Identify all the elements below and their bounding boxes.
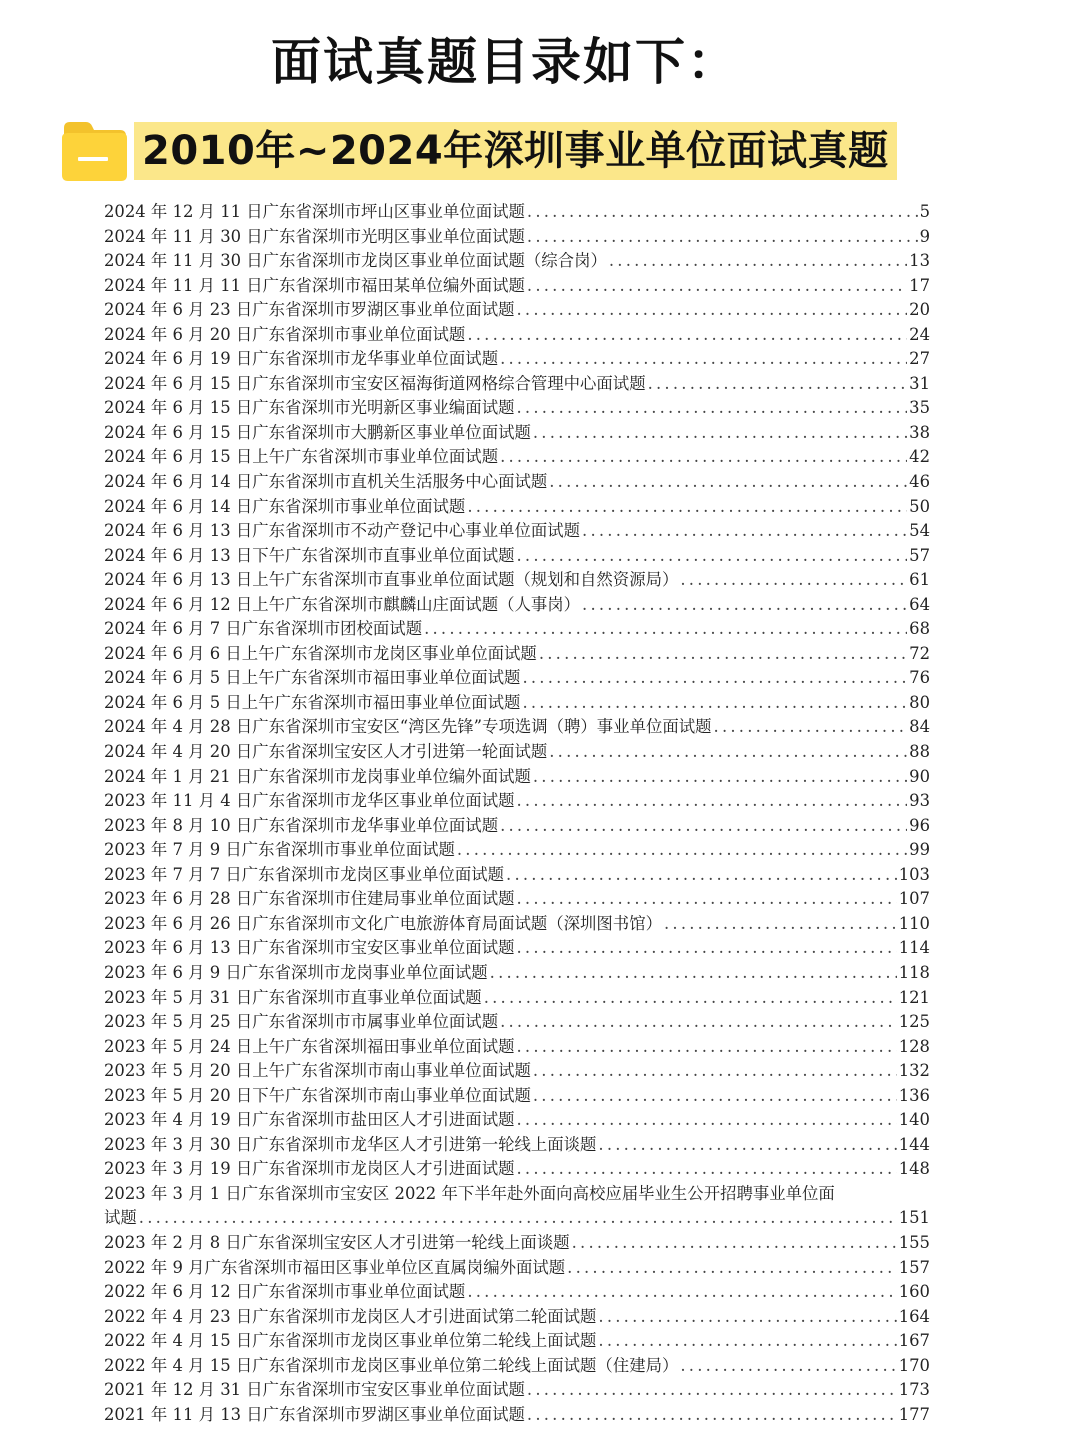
toc-leader-dots bbox=[572, 1231, 897, 1256]
toc-page-number: 42 bbox=[909, 447, 930, 467]
toc-entry-title: 2023 年 7 月 9 日广东省深圳市事业单位面试题 bbox=[104, 840, 455, 860]
toc-leader-dots bbox=[457, 838, 907, 863]
toc-entry-title: 2023 年 6 月 13 日广东省深圳市宝安区事业单位面试题 bbox=[104, 938, 515, 958]
toc-page-number: 35 bbox=[909, 398, 930, 418]
toc-entry[interactable] bbox=[104, 421, 930, 446]
toc-entry[interactable] bbox=[104, 1231, 930, 1256]
toc-leader-dots bbox=[598, 1305, 896, 1330]
toc-page-number: 99 bbox=[909, 840, 930, 860]
toc-entry[interactable] bbox=[104, 986, 930, 1011]
toc-entry[interactable] bbox=[104, 1010, 930, 1035]
toc-entry-title: 2024 年 6 月 13 日上午广东省深圳市直事业单位面试题（规划和自然资源局） bbox=[104, 570, 679, 590]
toc-leader-dots bbox=[506, 863, 897, 888]
toc-page-number: 13 bbox=[909, 251, 930, 271]
toc-entry-title: 2022 年 4 月 15 日广东省深圳市龙岗区事业单位第二轮线上面试题 bbox=[104, 1331, 597, 1351]
toc-leader-dots bbox=[527, 225, 918, 250]
toc-page-number: 54 bbox=[909, 521, 930, 541]
toc-leader-dots bbox=[467, 1280, 896, 1305]
toc-entry-title: 2024 年 6 月 20 日广东省深圳市事业单位面试题 bbox=[104, 324, 466, 344]
toc-entry-title: 2024 年 6 月 12 日上午广东省深圳市麒麟山庄面试题（人事岗） bbox=[104, 594, 581, 614]
toc-entry[interactable] bbox=[104, 225, 930, 250]
toc-entry[interactable] bbox=[104, 740, 930, 765]
toc-page-number: 151 bbox=[898, 1208, 930, 1228]
toc-entry[interactable] bbox=[104, 274, 930, 299]
toc-leader-dots bbox=[527, 200, 918, 225]
toc-entry[interactable] bbox=[104, 470, 930, 495]
toc-leader-dots bbox=[598, 1133, 896, 1158]
toc-page-number: 144 bbox=[898, 1134, 930, 1154]
toc-leader-dots bbox=[664, 912, 897, 937]
toc-entry[interactable] bbox=[104, 372, 930, 397]
toc-entry[interactable] bbox=[104, 396, 930, 421]
toc-entry[interactable] bbox=[104, 519, 930, 544]
toc-entry-title: 2024 年 6 月 13 日广东省深圳市不动产登记中心事业单位面试题 bbox=[104, 521, 581, 541]
toc-entry-title: 2023 年 3 月 1 日广东省深圳市宝安区 2022 年下半年赴外面向高校应届毕业生公开招聘事业单位面 bbox=[104, 1183, 835, 1203]
toc-entry[interactable] bbox=[104, 1133, 930, 1158]
toc-leader-dots bbox=[533, 1084, 897, 1109]
toc-leader-dots bbox=[598, 1329, 896, 1354]
toc-page-number: 96 bbox=[909, 815, 930, 835]
toc-leader-dots bbox=[527, 274, 907, 299]
toc-entry-title: 2023 年 3 月 19 日广东省深圳市龙岗区人才引进面试题 bbox=[104, 1159, 515, 1179]
section-title: 2010年~2024年深圳事业单位面试真题 bbox=[134, 122, 897, 180]
toc-page-number: 136 bbox=[898, 1085, 930, 1105]
toc-entry[interactable] bbox=[104, 1059, 930, 1084]
folder-icon bbox=[60, 120, 128, 182]
toc-leader-dots bbox=[516, 544, 907, 569]
toc-entry[interactable] bbox=[104, 1305, 930, 1330]
toc-entry-title: 2024 年 6 月 15 日广东省深圳市光明新区事业编面试题 bbox=[104, 398, 515, 418]
toc-leader-dots bbox=[516, 887, 896, 912]
toc-entry[interactable] bbox=[104, 1403, 930, 1428]
toc-page-number: 27 bbox=[909, 349, 930, 369]
toc-leader-dots bbox=[549, 740, 907, 765]
toc-entry-title: 2024 年 6 月 5 日上午广东省深圳市福田事业单位面试题 bbox=[104, 692, 521, 712]
toc-entry-title: 2023 年 11 月 4 日广东省深圳市龙华区事业单位面试题 bbox=[104, 791, 515, 811]
toc-entry-title: 2024 年 4 月 20 日广东省深圳宝安区人才引进第一轮面试题 bbox=[104, 742, 548, 762]
toc-leader-dots bbox=[516, 936, 896, 961]
toc-leader-dots bbox=[714, 715, 908, 740]
toc-entry[interactable] bbox=[104, 863, 930, 888]
toc-page-number: 121 bbox=[898, 987, 930, 1007]
toc-entry[interactable] bbox=[104, 298, 930, 323]
toc-leader-dots bbox=[582, 519, 907, 544]
toc-page-number: 93 bbox=[909, 791, 930, 811]
toc-entry[interactable] bbox=[104, 1280, 930, 1305]
toc-page-number: 103 bbox=[898, 864, 930, 884]
toc-entry-title: 2023 年 6 月 28 日广东省深圳市住建局事业单位面试题 bbox=[104, 889, 515, 909]
toc-page-number: 155 bbox=[898, 1232, 930, 1252]
toc-entry-title: 2023 年 5 月 25 日广东省深圳市市属事业单位面试题 bbox=[104, 1012, 499, 1032]
toc-leader-dots bbox=[527, 1403, 897, 1428]
toc-entry-title: 2023 年 3 月 30 日广东省深圳市龙华区人才引进第一轮线上面谈题 bbox=[104, 1134, 597, 1154]
toc-page-number: 148 bbox=[898, 1159, 930, 1179]
toc-entry[interactable] bbox=[104, 249, 930, 274]
toc-leader-dots bbox=[533, 765, 907, 790]
toc-entry-continuation[interactable] bbox=[104, 1206, 930, 1231]
toc-leader-dots bbox=[539, 642, 907, 667]
toc-entry-title: 2023 年 5 月 24 日上午广东省深圳福田事业单位面试题 bbox=[104, 1036, 515, 1056]
toc-page-number: 20 bbox=[909, 300, 930, 320]
toc-leader-dots bbox=[516, 789, 907, 814]
toc-entry[interactable] bbox=[104, 593, 930, 618]
toc-entry[interactable] bbox=[104, 887, 930, 912]
toc-entry-title: 2024 年 6 月 15 日广东省深圳市大鹏新区事业单位面试题 bbox=[104, 422, 531, 442]
toc-entry[interactable] bbox=[104, 1157, 930, 1182]
toc-entry[interactable] bbox=[104, 789, 930, 814]
toc-entry-title: 2023 年 6 月 9 日广东省深圳市龙岗事业单位面试题 bbox=[104, 962, 488, 982]
toc-entry[interactable] bbox=[104, 838, 930, 863]
toc-entry[interactable] bbox=[104, 1256, 930, 1281]
toc-page-number: 128 bbox=[898, 1036, 930, 1056]
toc-entry[interactable] bbox=[104, 912, 930, 937]
toc-leader-dots bbox=[139, 1206, 897, 1231]
toc-page-number: 170 bbox=[898, 1355, 930, 1375]
page-title: 面试真题目录如下： bbox=[271, 33, 739, 91]
toc-entry[interactable] bbox=[104, 1354, 930, 1379]
toc-page-number: 84 bbox=[909, 717, 930, 737]
toc-entry[interactable] bbox=[104, 765, 930, 790]
toc-leader-dots bbox=[516, 1157, 896, 1182]
toc-entry[interactable] bbox=[104, 568, 930, 593]
toc-leader-dots bbox=[533, 1059, 897, 1084]
toc-page-number: 164 bbox=[898, 1306, 930, 1326]
toc-entry[interactable] bbox=[104, 1084, 930, 1109]
toc-entry-title: 2024 年 4 月 28 日广东省深圳市宝安区“湾区先锋”专项选调（聘）事业单位面试题 bbox=[104, 717, 712, 737]
toc-page-number: 5 bbox=[919, 202, 930, 221]
toc-page-number: 173 bbox=[898, 1380, 930, 1400]
toc-entry-title: 2024 年 6 月 15 日广东省深圳市宝安区福海街道网格综合管理中心面试题 bbox=[104, 373, 646, 393]
toc-leader-dots bbox=[522, 691, 907, 716]
toc-entry[interactable] bbox=[104, 1035, 930, 1060]
toc-page-number: 31 bbox=[909, 373, 930, 393]
toc-entry[interactable] bbox=[104, 495, 930, 520]
toc-leader-dots bbox=[484, 986, 897, 1011]
toc-page-number: 167 bbox=[898, 1331, 930, 1351]
toc-entry-title: 2022 年 6 月 12 日广东省深圳市事业单位面试题 bbox=[104, 1282, 466, 1302]
toc-entry[interactable] bbox=[104, 323, 930, 348]
toc-entry[interactable] bbox=[104, 715, 930, 740]
toc-entry-title: 2023 年 5 月 20 日上午广东省深圳市南山事业单位面试题 bbox=[104, 1061, 531, 1081]
toc-entry[interactable] bbox=[104, 1329, 930, 1354]
toc-entry-title: 2024 年 11 月 30 日广东省深圳市光明区事业单位面试题 bbox=[104, 226, 525, 246]
toc-page-number: 107 bbox=[898, 889, 930, 909]
toc-page-number: 38 bbox=[909, 422, 930, 442]
toc-entry-title: 2024 年 6 月 13 日下午广东省深圳市直事业单位面试题 bbox=[104, 545, 515, 565]
toc-page-number: 88 bbox=[909, 742, 930, 762]
toc-page-number: 57 bbox=[909, 545, 930, 565]
toc-leader-dots bbox=[527, 1378, 897, 1403]
toc-page-number: 61 bbox=[909, 570, 930, 590]
toc-entry-title: 2024 年 11 月 11 日广东省深圳市福田某单位编外面试题 bbox=[104, 275, 525, 295]
toc-entry[interactable] bbox=[104, 961, 930, 986]
toc-page-number: 9 bbox=[919, 226, 930, 246]
toc-leader-dots bbox=[582, 593, 907, 618]
toc-entry-title-continued: 试题 bbox=[104, 1208, 137, 1228]
toc-page-number: 140 bbox=[898, 1110, 930, 1130]
toc-entry[interactable] bbox=[104, 1182, 930, 1207]
toc-entry[interactable] bbox=[104, 445, 930, 470]
toc-leader-dots bbox=[516, 1035, 896, 1060]
toc-entry-title: 2024 年 11 月 30 日广东省深圳市龙岗区事业单位面试题（综合岗） bbox=[104, 251, 607, 271]
toc-entry[interactable] bbox=[104, 617, 930, 642]
toc-entry[interactable] bbox=[104, 691, 930, 716]
table-of-contents bbox=[104, 200, 930, 1427]
toc-entry-title: 2021 年 11 月 13 日广东省深圳市罗湖区事业单位面试题 bbox=[104, 1404, 525, 1424]
toc-entry-title: 2024 年 6 月 5 日上午广东省深圳市福田事业单位面试题 bbox=[104, 668, 521, 688]
toc-leader-dots bbox=[533, 421, 907, 446]
toc-entry-title: 2023 年 4 月 19 日广东省深圳市盐田区人才引进面试题 bbox=[104, 1110, 515, 1130]
toc-entry-title: 2024 年 6 月 23 日广东省深圳市罗湖区事业单位面试题 bbox=[104, 300, 515, 320]
toc-page-number: 80 bbox=[909, 692, 930, 712]
toc-page-number: 72 bbox=[909, 643, 930, 663]
toc-entry-title: 2023 年 8 月 10 日广东省深圳市龙华事业单位面试题 bbox=[104, 815, 499, 835]
toc-entry[interactable] bbox=[104, 642, 930, 667]
toc-entry[interactable] bbox=[104, 666, 930, 691]
toc-entry-title: 2023 年 5 月 20 日下午广东省深圳市南山事业单位面试题 bbox=[104, 1085, 531, 1105]
toc-leader-dots bbox=[500, 347, 907, 372]
toc-leader-dots bbox=[522, 666, 907, 691]
toc-entry[interactable] bbox=[104, 1378, 930, 1403]
toc-leader-dots bbox=[500, 814, 907, 839]
toc-entry-title: 2024 年 6 月 19 日广东省深圳市龙华事业单位面试题 bbox=[104, 349, 499, 369]
toc-page-number: 64 bbox=[909, 594, 930, 614]
toc-page-number: 125 bbox=[898, 1012, 930, 1032]
toc-entry-title: 2024 年 6 月 7 日广东省深圳市团校面试题 bbox=[104, 619, 423, 639]
toc-entry-title: 2024 年 6 月 14 日广东省深圳市事业单位面试题 bbox=[104, 496, 466, 516]
toc-entry-title: 2021 年 12 月 31 日广东省深圳市宝安区事业单位面试题 bbox=[104, 1380, 525, 1400]
toc-leader-dots bbox=[680, 568, 907, 593]
toc-leader-dots bbox=[516, 298, 907, 323]
toc-entry-title: 2024 年 1 月 21 日广东省深圳市龙岗事业单位编外面试题 bbox=[104, 766, 531, 786]
toc-page-number: 17 bbox=[909, 275, 930, 295]
toc-entry-title: 2023 年 2 月 8 日广东省深圳宝安区人才引进第一轮线上面谈题 bbox=[104, 1232, 570, 1252]
toc-entry-title: 2024 年 6 月 14 日广东省深圳市直机关生活服务中心面试题 bbox=[104, 472, 548, 492]
toc-entry[interactable] bbox=[104, 347, 930, 372]
toc-entry-title: 2024 年 6 月 6 日上午广东省深圳市龙岗区事业单位面试题 bbox=[104, 643, 537, 663]
toc-page-number: 110 bbox=[898, 913, 930, 933]
toc-leader-dots bbox=[516, 396, 907, 421]
toc-leader-dots bbox=[500, 445, 907, 470]
toc-entry-title: 2023 年 5 月 31 日广东省深圳市直事业单位面试题 bbox=[104, 987, 482, 1007]
toc-entry[interactable] bbox=[104, 544, 930, 569]
toc-page-number: 90 bbox=[909, 766, 930, 786]
toc-entry-title: 2022 年 4 月 15 日广东省深圳市龙岗区事业单位第二轮线上面试题（住建局） bbox=[104, 1355, 679, 1375]
toc-page-number: 114 bbox=[898, 938, 930, 958]
toc-leader-dots bbox=[567, 1256, 897, 1281]
toc-entry[interactable] bbox=[104, 936, 930, 961]
toc-page-number: 76 bbox=[909, 668, 930, 688]
toc-leader-dots bbox=[467, 323, 907, 348]
toc-page-number: 177 bbox=[898, 1404, 930, 1424]
toc-leader-dots bbox=[549, 470, 907, 495]
toc-page-number: 160 bbox=[898, 1282, 930, 1302]
toc-entry-title: 2022 年 9 月广东省深圳市福田区事业单位区直属岗编外面试题 bbox=[104, 1257, 566, 1277]
toc-leader-dots bbox=[516, 1108, 896, 1133]
toc-entry-title: 2023 年 7 月 7 日广东省深圳市龙岗区事业单位面试题 bbox=[104, 864, 505, 884]
toc-leader-dots bbox=[424, 617, 907, 642]
toc-entry-title: 2024 年 6 月 15 日上午广东省深圳市事业单位面试题 bbox=[104, 447, 499, 467]
toc-entry[interactable] bbox=[104, 200, 930, 225]
toc-leader-dots bbox=[680, 1354, 896, 1379]
toc-leader-dots bbox=[609, 249, 907, 274]
toc-page-number: 24 bbox=[909, 324, 930, 344]
toc-leader-dots bbox=[648, 372, 908, 397]
toc-page-number: 132 bbox=[898, 1061, 930, 1081]
toc-entry[interactable] bbox=[104, 814, 930, 839]
toc-entry-title: 2024 年 12 月 11 日广东省深圳市坪山区事业单位面试题 bbox=[104, 202, 525, 221]
toc-entry[interactable] bbox=[104, 1108, 930, 1133]
toc-page-number: 50 bbox=[909, 496, 930, 516]
toc-leader-dots bbox=[467, 495, 907, 520]
toc-entry-title: 2022 年 4 月 23 日广东省深圳市龙岗区人才引进面试第二轮面试题 bbox=[104, 1306, 597, 1326]
toc-page-number: 46 bbox=[909, 472, 930, 492]
toc-leader-dots bbox=[500, 1010, 897, 1035]
toc-leader-dots bbox=[490, 961, 897, 986]
section-header bbox=[60, 118, 897, 184]
toc-page-number: 157 bbox=[898, 1257, 930, 1277]
toc-page-number: 68 bbox=[909, 619, 930, 639]
toc-entry-title: 2023 年 6 月 26 日广东省深圳市文化广电旅游体育局面试题（深圳图书馆） bbox=[104, 913, 662, 933]
toc-page-number: 118 bbox=[898, 962, 930, 982]
